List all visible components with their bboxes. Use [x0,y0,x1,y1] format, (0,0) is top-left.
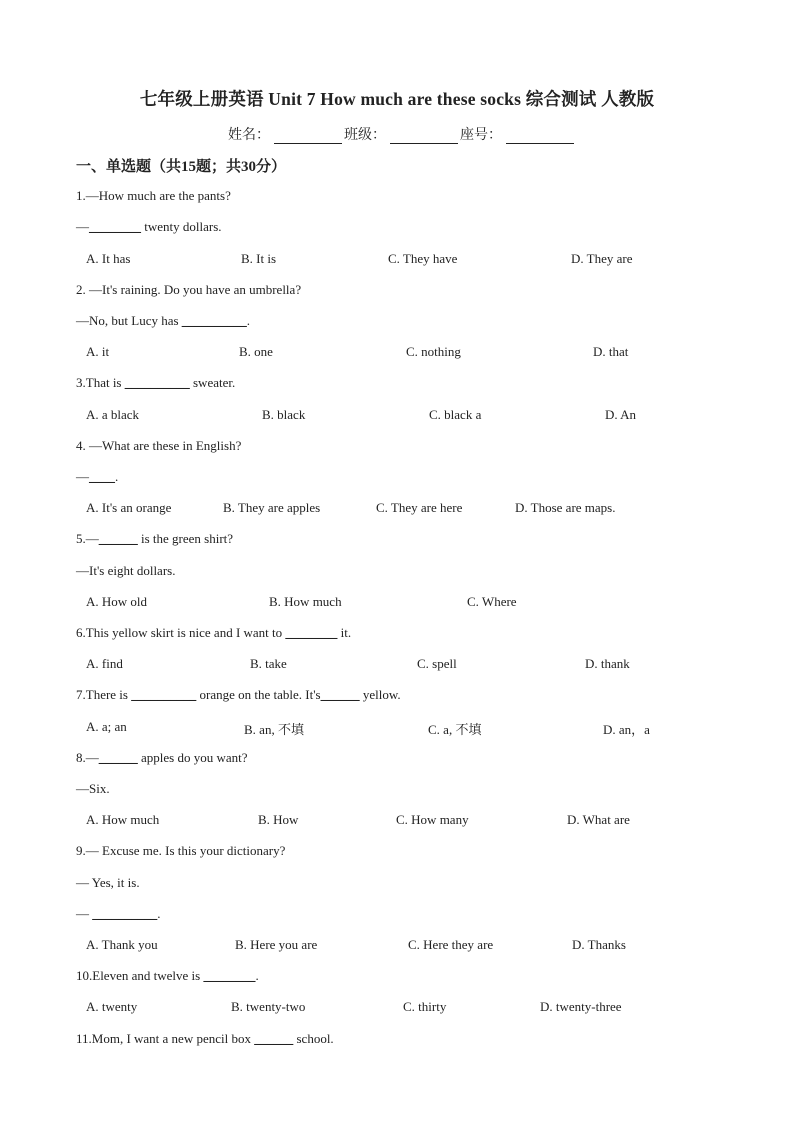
option-d[interactable]: D. twenty-three [540,999,622,1014]
option-d[interactable]: D. They are [571,251,633,266]
option-d[interactable]: D. Thanks [572,937,626,952]
question-line: 5.—______ is the green shirt? [76,531,234,546]
option-b[interactable]: B. It is [241,251,277,266]
answer-blank[interactable]: ______ [98,531,138,546]
question-line: — __________. [76,906,161,921]
option-a[interactable]: A. Thank you [86,937,158,952]
option-d[interactable]: D. Those are maps. [515,500,616,515]
option-b[interactable]: B. How [258,812,299,827]
question-line: —No, but Lucy has __________. [76,313,251,328]
option-c[interactable]: C. black a [429,407,482,422]
option-b[interactable]: B. black [262,407,306,422]
answer-blank[interactable]: ______ [254,1031,294,1046]
question-line: 9.— Excuse me. Is this your dictionary? [76,843,286,858]
option-c[interactable]: C. nothing [406,344,461,359]
question-line: 8.—______ apples do you want? [76,750,248,765]
option-c[interactable]: C. thirty [403,999,447,1014]
option-c[interactable]: C. They have [388,251,458,266]
option-b[interactable]: B. Here you are [235,937,318,952]
name-blank[interactable] [274,129,342,144]
option-d[interactable]: D. that [593,344,629,359]
option-b[interactable]: B. take [250,656,287,671]
option-a[interactable]: A. find [86,656,123,671]
answer-blank[interactable]: __________ [124,375,190,390]
question-line: — Yes, it is. [76,875,140,890]
option-a[interactable]: A. a black [86,407,140,422]
option-a[interactable]: A. a; an [86,719,127,734]
answer-blank[interactable]: __________ [131,687,197,702]
answer-blank[interactable]: ________ [285,625,338,640]
question-line: 2. —It's raining. Do you have an umbrella? [76,282,302,297]
student-info [228,124,576,144]
name-label: 姓名： [228,128,270,143]
option-a[interactable]: A. it [86,344,110,359]
option-a[interactable]: A. How much [86,812,160,827]
option-d[interactable]: D. What are [567,812,630,827]
seat-blank[interactable] [506,129,574,144]
answer-blank[interactable]: ______ [98,750,138,765]
option-b[interactable]: B. How much [269,594,342,609]
class-label: 班级： [344,128,386,143]
question-line: 1.—How much are the pants? [76,188,231,203]
answer-blank[interactable]: ________ [203,968,256,983]
page-title: 七年级上册英语 Unit 7 How much are these socks 综合测试 人教版 [139,89,655,109]
option-a[interactable]: A. It's an orange [86,500,172,515]
option-b[interactable]: B. twenty-two [231,999,306,1014]
section-heading: 一、单选题（共15题；共30分） [76,159,287,175]
answer-blank[interactable]: ______ [320,687,360,702]
question-line: —It's eight dollars. [76,563,176,578]
option-d[interactable]: D. thank [585,656,630,671]
option-d[interactable]: D. an，a [603,722,650,737]
question-line: 4. —What are these in English? [76,438,242,453]
option-b[interactable]: B. They are apples [223,500,321,515]
option-a[interactable]: A. It has [86,251,131,266]
option-c[interactable]: C. spell [417,656,457,671]
question-line: 10.Eleven and twelve is ________. [76,968,259,983]
answer-blank[interactable]: ____ [89,469,115,484]
option-c[interactable]: C. Here they are [408,937,494,952]
question-line: 11.Mom, I want a new pencil box ______ school. [76,1031,334,1046]
question-line: —________ twenty dollars. [76,219,222,234]
answer-blank[interactable]: __________ [92,906,158,921]
option-a[interactable]: A. twenty [86,999,138,1014]
question-line: 7.There is __________ orange on the table. It's______ yellow. [76,687,401,702]
option-c[interactable]: C. How many [396,812,469,827]
option-c[interactable]: C. a, 不填 [428,722,482,737]
option-c[interactable]: C. They are here [376,500,463,515]
option-d[interactable]: D. An [605,407,637,422]
option-b[interactable]: B. one [239,344,273,359]
answer-blank[interactable]: ________ [89,219,141,234]
answer-blank[interactable]: __________ [181,313,247,328]
seat-label: 座号： [460,128,502,143]
question-line: —____. [76,469,119,484]
question-line: 3.That is __________ sweater. [76,375,236,390]
question-line: —Six. [76,781,110,796]
option-c[interactable]: C. Where [467,594,517,609]
question-line: 6.This yellow skirt is nice and I want to ________ it. [76,625,352,640]
option-a[interactable]: A. How old [86,594,148,609]
class-blank[interactable] [390,129,458,144]
option-b[interactable]: B. an, 不填 [244,722,304,737]
